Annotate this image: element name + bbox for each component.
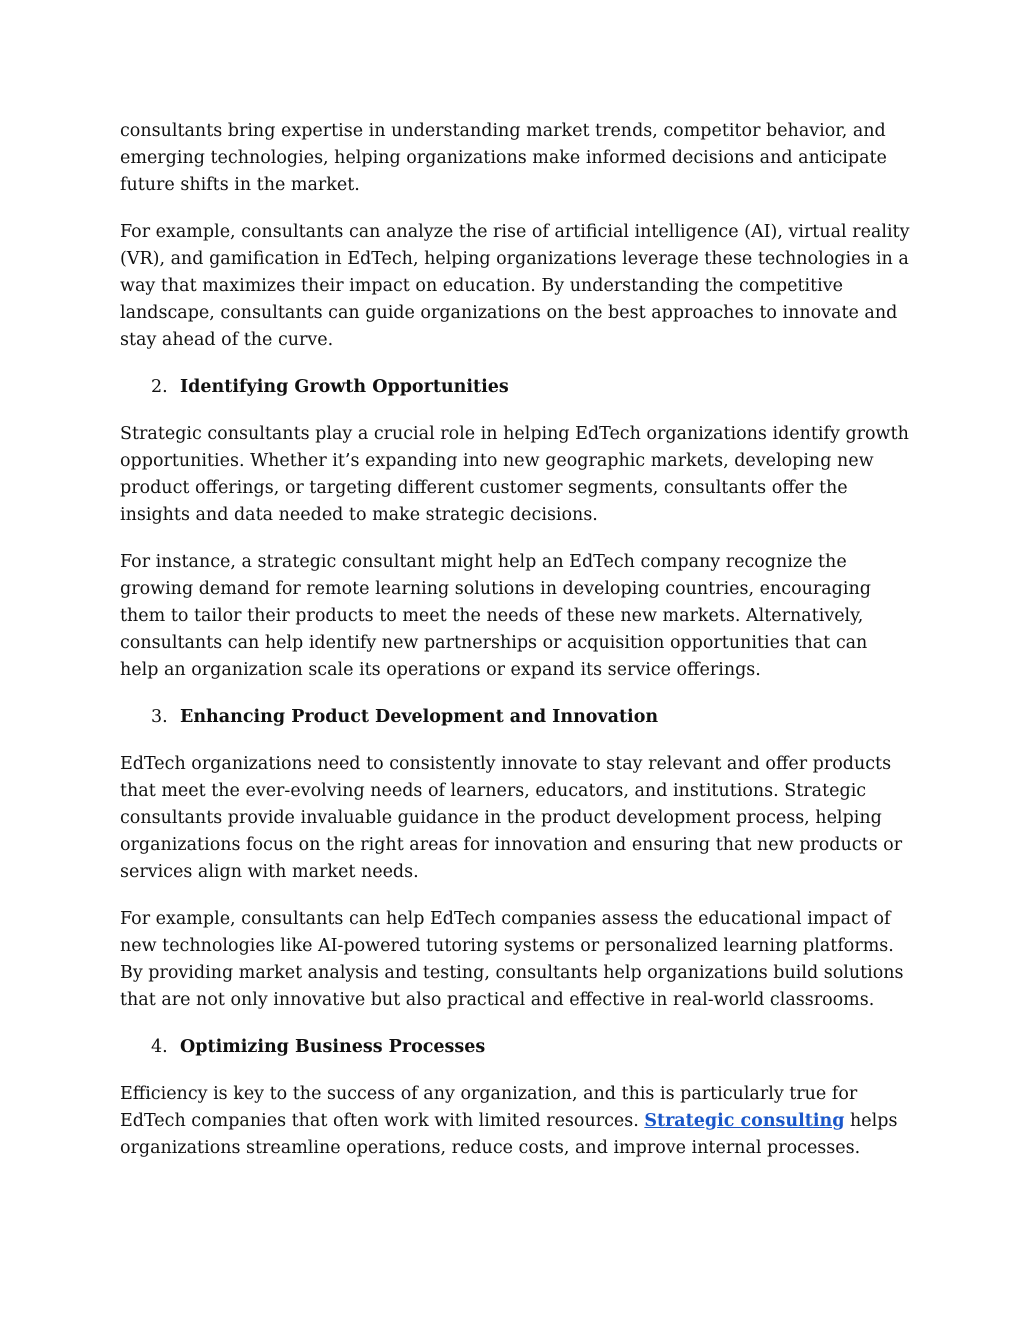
heading-title: Enhancing Product Development and Innovation: [180, 707, 659, 727]
strategic-consulting-link[interactable]: Strategic consulting: [644, 1111, 845, 1131]
paragraph-ai-tutoring-example: For example, consultants can help EdTech companies assess the educational impact of new technologies like AI-powered tutoring systems or personalized learning platforms. By providing market analysis and testing, consultants help organizations build solutions that are not only innovative but also practical and effective in real-world classrooms.: [120, 909, 904, 1010]
list-number: 2.: [151, 377, 168, 397]
paragraph-text-before-link: Efficiency is key to the success of any organization, and this is particularly true for EdTech companies that often work with limited resources.: [120, 1084, 858, 1131]
heading-business-processes: [120, 1034, 910, 1061]
paragraph-market-trends: consultants bring expertise in understanding market trends, competitor behavior, and emerging technologies, helping organizations make informed decisions and anticipate future shifts in the market.: [120, 121, 887, 195]
paragraph-innovation: EdTech organizations need to consistently innovate to stay relevant and offer products that meet the ever-evolving needs of learners, educators, and institutions. Strategic consultants provide invaluable guidance in the product development process, helping organizations focus on the right areas for innovation and ensuring that new products or services align with market needs.: [120, 754, 903, 882]
list-number: 3.: [151, 707, 168, 727]
paragraph-ai-vr-example: For example, consultants can analyze the rise of artificial intelligence (AI), virtual reality (VR), and gamification in EdTech, helping organizations leverage these technologies in a way that maximizes their impact on education. By understanding the competitive landscape, consultants can guide organizations on the best approaches to innovate and stay ahead of the curve.: [120, 222, 910, 350]
heading-product-development: [120, 704, 910, 731]
paragraph-efficiency: [120, 1081, 910, 1162]
heading-title: Identifying Growth Opportunities: [180, 377, 509, 397]
paragraph-text-after-link: helps organizations streamline operations, reduce costs, and improve internal processes.: [120, 1111, 898, 1158]
heading-growth-opportunities: [120, 374, 910, 401]
paragraph-remote-learning-example: For instance, a strategic consultant might help an EdTech company recognize the growing demand for remote learning solutions in developing countries, encouraging them to tailor their products to meet the needs of these new markets. Alternatively, consultants can help identify new partnerships or acquisition opportunities that can help an organization scale its operations or expand its service offerings.: [120, 552, 871, 680]
list-number: 4.: [151, 1037, 168, 1057]
document-page: [120, 118, 910, 1182]
paragraph-growth-opportunities: Strategic consultants play a crucial role in helping EdTech organizations identify growth opportunities. Whether it’s expanding into new geographic markets, developing new product offerings, or targeting different customer segments, consultants offer the insights and data needed to make strategic decisions.: [120, 424, 909, 525]
heading-title: Optimizing Business Processes: [180, 1037, 486, 1057]
